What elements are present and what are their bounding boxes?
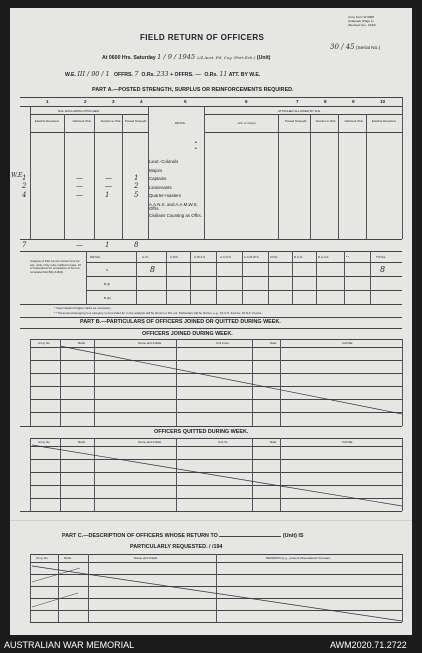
column-number: 1 (46, 99, 49, 104)
right-deficient-heading: Deficient W.E. (344, 119, 364, 123)
detail-heading: DETAIL. (175, 121, 187, 125)
column-number: 4 (140, 99, 143, 104)
analysis-instructions: Analysis of Part A to be shown here for ALL units. Only units notified in para. 10 of instructions for completion of form to complete Part B(ii) & B(iii). (30, 259, 81, 274)
part-c-table-header: Army No. Rank. Name and Initials. REMARKS (e.g., present whereabouts if known). (36, 556, 332, 560)
hand-row: 1 — — 1 (22, 174, 139, 182)
serial-number-value: 30 / 45 (330, 43, 355, 51)
unit-name: 2/4 Aust. Fd. Coy. (Port Ech.) (196, 55, 256, 60)
ors-attached-label: O.Rs. (204, 72, 218, 78)
offrs-attached-value: — (195, 70, 202, 78)
offrs-value: 7 (134, 70, 139, 78)
plus-sign: + (170, 72, 174, 78)
archive-reference: AWM2020.71.2722 (330, 640, 407, 650)
analysis-headings: DETAIL. A.I.F. C.M.F. A.W.A.S. A.A.N.S. A.A.M.W.S. CIVIL. R.A.N. R.A.A.F. * * TOTAL. (90, 255, 387, 259)
column-number: 9 (352, 99, 355, 104)
footnote: * Insert detail of higher ranks as necessary. (54, 306, 112, 310)
rank-label: Quarter-masters (149, 193, 181, 199)
archive-credit: AUSTRALIAN WAR MEMORIAL (4, 640, 135, 650)
analysis-total-value: 8 (380, 265, 386, 274)
part-b-heading: PART B.—PARTICULARS OF OFFICERS JOINED OR QUITTED DURING WEEK. (80, 319, 281, 325)
unit-label: (Unit) (256, 55, 271, 61)
column-number: 5 (184, 99, 187, 104)
hand-row: 4 — 1 5 (22, 190, 139, 199)
hand-row: 2 — — 2 (22, 182, 139, 191)
officers-quitted-heading: OFFICERS QUITTED DURING WEEK. (154, 429, 249, 435)
form-ref-line: (Revised Jan., 1943) (348, 23, 376, 28)
rank-label: Lieut.-Colonels (149, 159, 179, 164)
rank-label: Majors (149, 167, 163, 173)
column-number: 6 (245, 99, 248, 104)
hours-label: At 0600 Hrs. Saturday (102, 55, 156, 61)
total-posted: 8 (134, 241, 139, 249)
joined-table-header: Army No. Rank. Name and Initials. Unit From. Date. CAUSE. (38, 341, 354, 345)
estabs-required-heading: Estab'ts Required. (34, 119, 60, 123)
quitted-table-header: Army No. Rank. Name and Initials. Unit To. Date. CAUSE. (38, 440, 354, 444)
return-date: 1 / 9 / 1945 (157, 53, 196, 61)
attached-allowed-by-we: ATTACHED ALLOWED BY W.E. (278, 109, 322, 113)
serial-number-label: (Serial No.) (355, 46, 381, 51)
column-number: 10 (380, 99, 386, 104)
right-posted-strength-heading: Posted Strength. (284, 119, 308, 123)
analysis-aif-value: 8 (150, 265, 156, 274)
column-number: 2 (84, 99, 87, 104)
rank-label: Captains (149, 176, 167, 182)
attached-by-we-label: ATT. BY W.E. (228, 72, 261, 78)
we-margin-note: W.E (11, 172, 23, 179)
ors-label: O.Rs. (141, 72, 155, 78)
field-return-form (10, 8, 412, 635)
form-ref-line: Army Form W.3008 (348, 15, 374, 19)
we-label: W.E. (65, 72, 76, 78)
part-c-unit-label: (Unit) IS (282, 533, 304, 539)
column-number: 3 (112, 99, 115, 104)
analysis-row-label: A. (106, 268, 109, 272)
form-ref-line: (Adapted) (Page 1) (348, 19, 374, 24)
rank-label: A.A.N.S. and A.A.M.W.S. Offrs. (149, 201, 198, 212)
offrs-attached-label: OFFRS. (174, 72, 194, 78)
posted-strength-heading: Posted Strength. (124, 119, 148, 123)
we-excluding-attached: W.E. EXCLUDING ATTACHED. (58, 109, 100, 113)
part-a-heading: PART A.—POSTED STRENGTH, SURPLUS OR REINFORCEMENTS REQUIRED. (92, 87, 294, 93)
officers-joined-heading: OFFICERS JOINED DURING WEEK. (142, 331, 233, 337)
rank-label: Civilians Counting as Offrs. (149, 212, 202, 218)
analysis-row-label: B.(iii) (104, 296, 111, 300)
bullet-marks: • • (195, 140, 197, 152)
part-c-heading-text: PART C.—DESCRIPTION OF OFFICERS WHOSE RETURN TO (62, 533, 218, 539)
part-c-date: / /194 (208, 544, 223, 550)
footnote: * * Personnel belonging to a category not provided for in the analysis will be shown in this col. Particulars will be shown, e.g., 10 U.S. Forces; 10 N.Z. Forces. (54, 310, 263, 315)
total-estabs: 7 (22, 241, 27, 249)
column-number: 8 (324, 99, 327, 104)
part-c-requested-text: PARTICULARLY REQUESTED. (130, 544, 208, 550)
ors-value: 233 (156, 70, 169, 78)
arm-or-corps-heading: Arm or Corps. (237, 121, 257, 125)
analysis-row-label: B.(ii) (104, 282, 111, 286)
we-number: III / 90 / 1 (77, 70, 110, 78)
right-surplus-heading: Surplus to W.E. (315, 119, 337, 123)
total-surplus: 1 (105, 241, 110, 249)
deficient-we-heading: Deficient W.E. (72, 119, 92, 123)
form-title: FIELD RETURN OF OFFICERS (140, 33, 265, 42)
right-estabs-heading: Estab'ts Required. (371, 119, 397, 123)
surplus-to-we-heading: Surplus to W.E. (100, 119, 122, 123)
total-deficient: — (76, 241, 83, 249)
offrs-label: OFFRS. (113, 72, 133, 78)
column-number: 7 (296, 99, 299, 104)
cancellation-lines (10, 8, 412, 635)
ors-attached-value: 11 (219, 70, 228, 78)
rank-label: Lieutenants (149, 184, 172, 190)
